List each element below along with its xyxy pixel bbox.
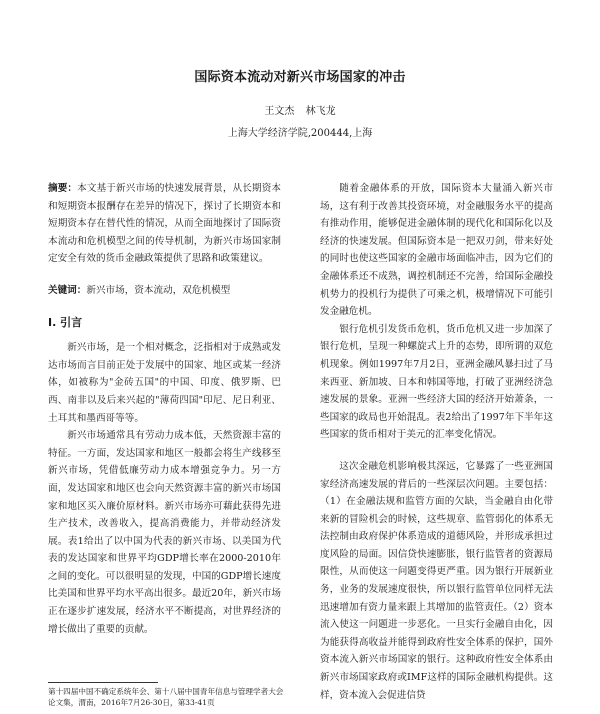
paragraph: 随着金融体系的开放，国际资本大量涌入新兴市场，这有利于改善其投资环境，对金融服务水平的提高有推动作用，能够促进金融体制的现代化和国际化以及经济的快速发展。但国际资本是一把双刃剑，带来好处的同时也使这些国家的金融市场面临冲击，因为它们的金融体系还不成熟，调控机制还不完善，给国际金融投机势力的投机行为提供了可乘之机，极增情况下可能引发金融危机。 xyxy=(320,183,553,318)
abstract-text: 本文基于新兴市场的快速发展背景，从长期资本和短期资本报酬存在差异的情况下，探讨了长期资本和短期资本存在替代性的情况，从而全面地探讨了国际资本流动和危机模型之间的传导机制，为新兴市场国家制定安全有效的货币金融政策提供了思路和政策建议。 xyxy=(48,183,282,265)
keywords xyxy=(48,282,281,300)
paper-authors: 王文杰 林飞龙 xyxy=(264,106,336,117)
footnote-divider xyxy=(48,682,158,683)
left-column xyxy=(48,180,281,638)
paper-affiliation: 上海大学经济学院,200444,上海 xyxy=(227,128,373,139)
paragraph: 新兴市场，是一个相对概念，泛指相对于成熟或发达市场而言目前正处于发展中的国家、地区或某一经济体，如被称为"金砖五国"的中国、印度、俄罗斯、巴西、南非以及后来兴起的"薄荷四国"印尼、尼日利亚、土耳其和墨西哥等等。 xyxy=(48,342,281,424)
right-column xyxy=(320,180,553,704)
abstract-label: 摘要： xyxy=(48,183,78,194)
footnote: 第十四届中国不确定系统年会、第十八届中国青年信息与管理学者大会论文集，渭南，2016年7月26-30日，第33-41页 xyxy=(48,687,284,707)
paragraph: 这次金融危机影响极其深远，它暴露了一些亚洲国家经济高速发展的背后的一些深层次问题。主要包括：（1）在金融法规和监管方面的欠缺，当金融自由化带来新的冒险机会的时候，这些规章、监管弱化的体系无法控制由政府保护体系造成的道德风险，并形成承担过度风险的局面。因信贷快速膨胀，银行监管者的资源局限性，从而使这一问题变得更严重。因为银行开展新业务，业务的发展速度很快，所以银行监管单位同样无法迅速增加有资力量来跟上其增加的监管责任。（2）资本流入使这一问题进一步恶化。一旦实行金融自由化，因为能获得高收益并能得到政府性安全体系的保护，国外资本流入新兴市场国家的银行。这种政府性安全体系由新兴市场国家政府或IMF这样的国际金融机构提供。这样，资本流入会促进信贷 xyxy=(320,460,553,701)
keywords-label: 关键词： xyxy=(48,284,87,296)
abstract xyxy=(48,180,281,268)
paper-title: 国际资本流动对新兴市场国家的冲击 xyxy=(194,70,406,85)
keywords-text: 新兴市场，资本流动，双危机模型 xyxy=(86,284,231,296)
paragraph: 新兴市场通常具有劳动力成本低，天然资源丰富的特征。一方面，发达国家和地区一般都会将生产线移至新兴市场，凭借低廉劳动力成本增强竞争力。另一方面，发达国家和地区也会向天然资源丰富的新兴市场国家和地区买入廉价原材料。新兴市场亦可藉此获得先进生产技术，改善收入，提高消费能力，并带动经济发展。表1给出了以中国为代表的新兴市场、以美国为代表的发达国家和世界平均GDP增长率在2000-2010年之间的变化。可以很明显的发现，中国的GDP增长速度比美国和世界平均水平高出很多。最近20年，新兴市场正在逐步扩速发展，经济水平不断提高，对世界经济的增长做出了重要的贡献。 xyxy=(48,430,281,635)
section-heading-intro: I. 引言 xyxy=(48,315,83,329)
paragraph: 银行危机引发货币危机，货币危机又进一步加深了银行危机，呈现一种螺旋式上升的态势，即所谓的双危机现象。例如1997年7月2日，亚洲金融风暴扫过了马来西亚、新加坡、日本和韩国等地，打破了亚洲经济急速发展的景象。亚洲一些经济大国的经济开始萧条，一些国家的政局也开始混乱。表2给出了1997年下半年这些国家的货币相对于美元的汇率变化情况。 xyxy=(320,323,553,441)
